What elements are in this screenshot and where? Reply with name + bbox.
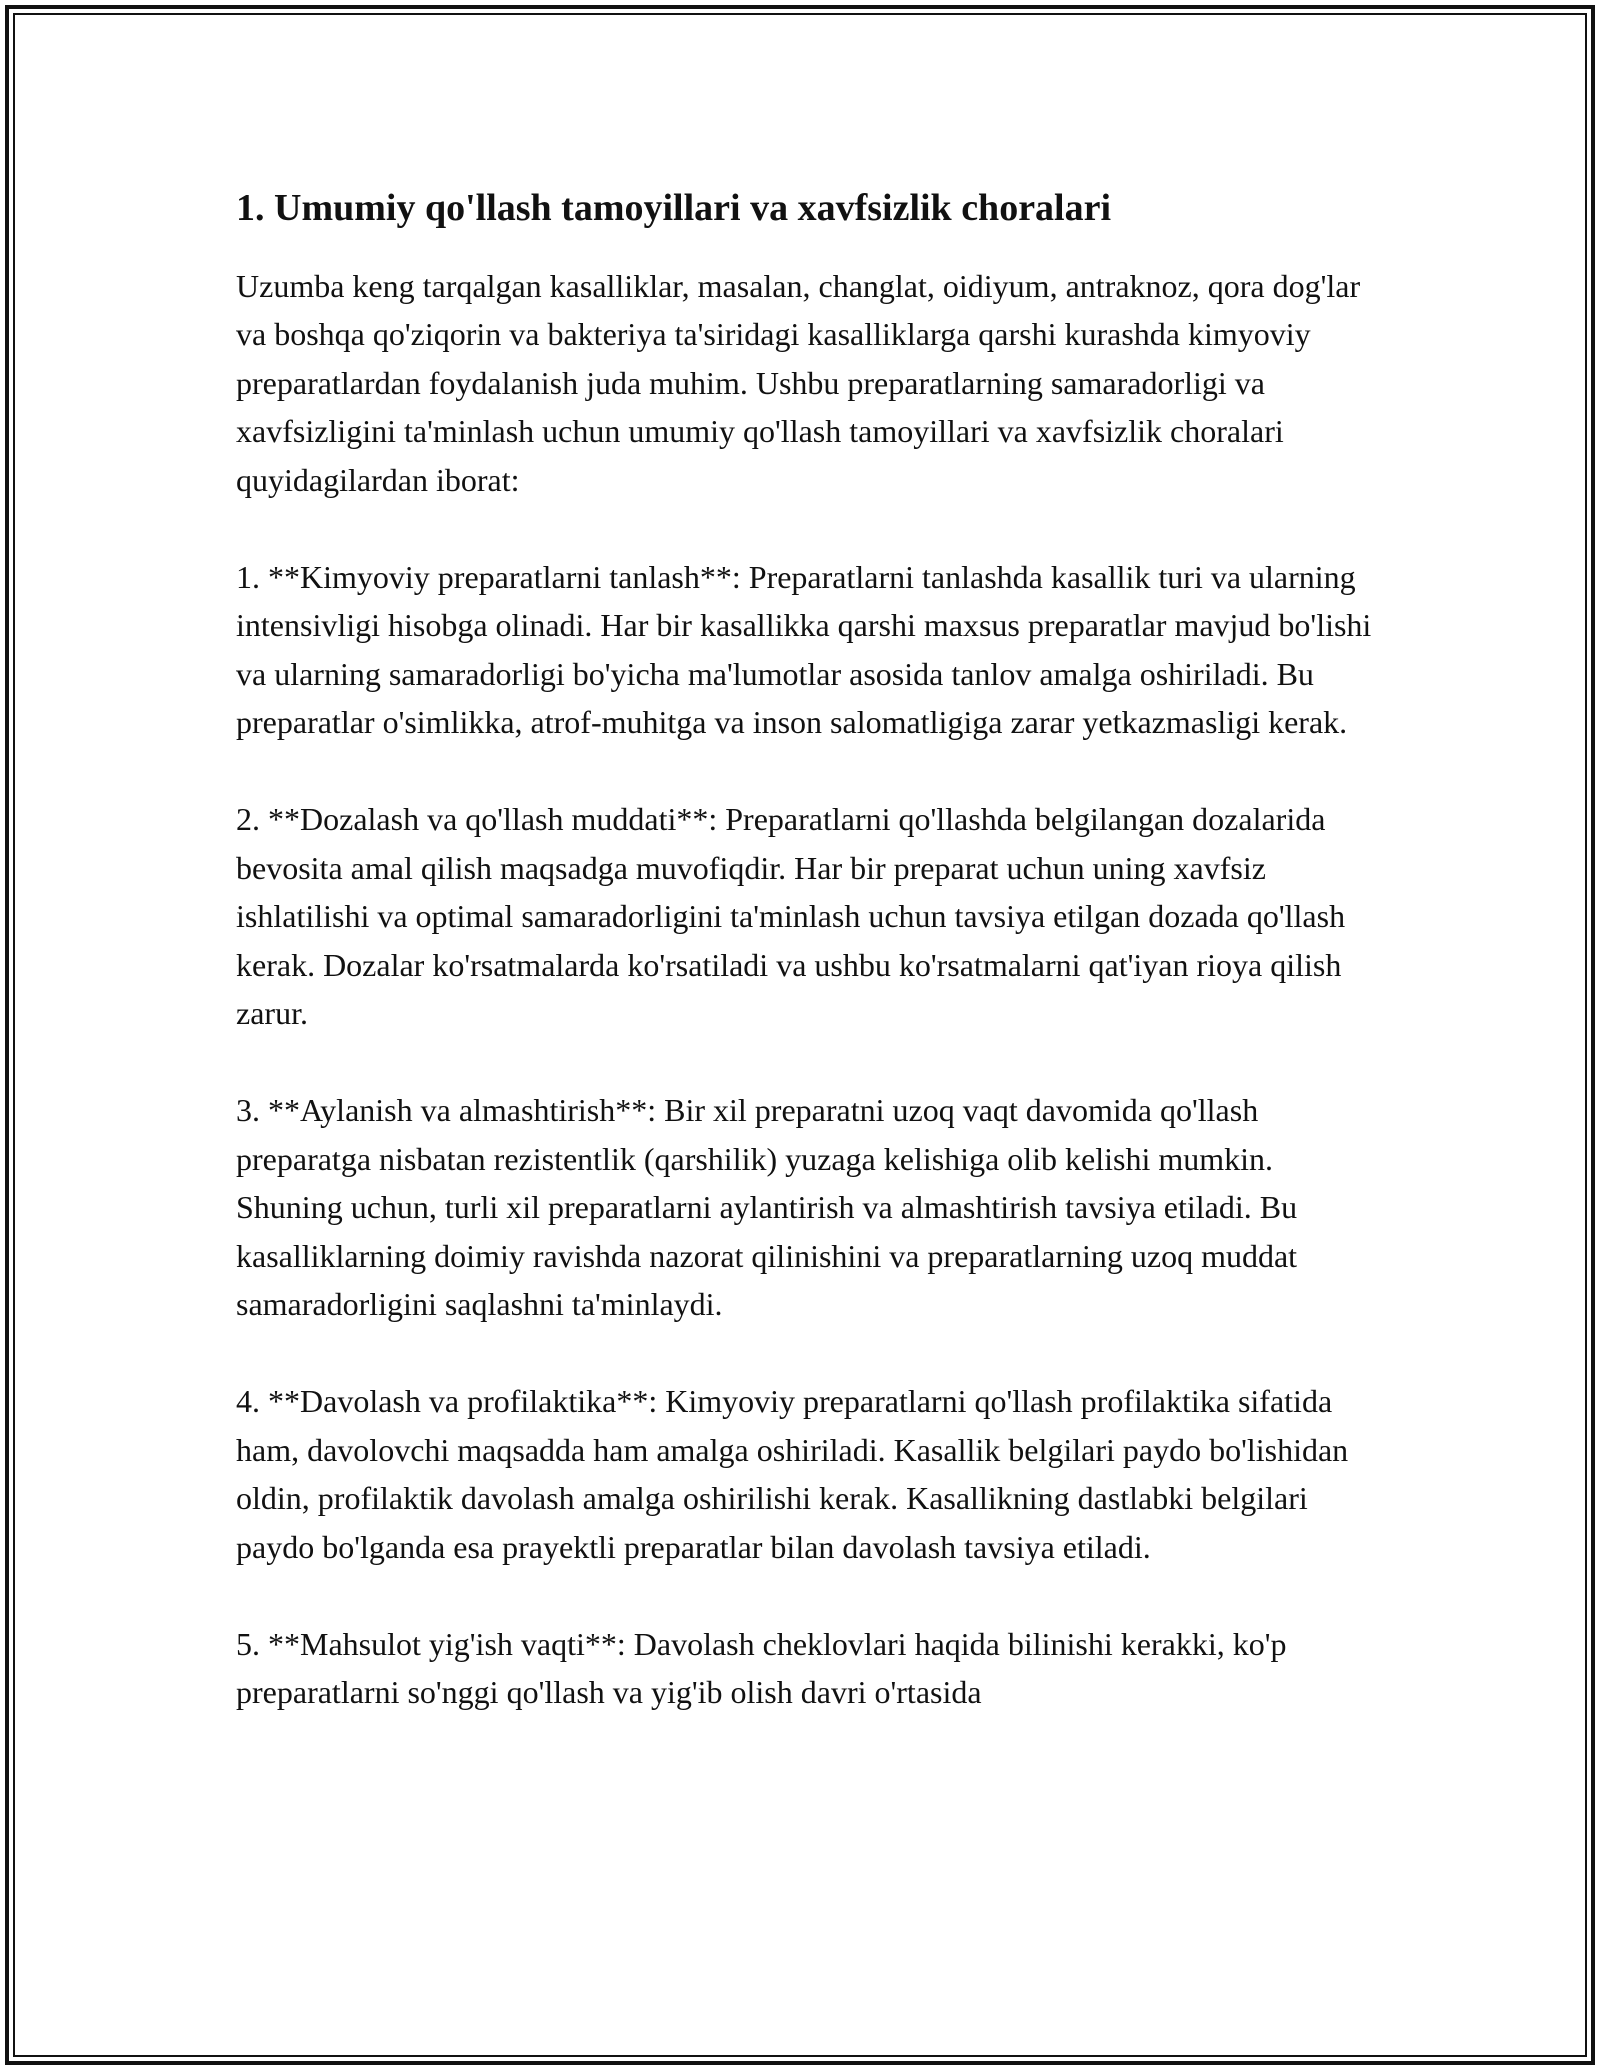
list-item-5: 5. **Mahsulot yig'ish vaqti**: Davolash cheklovlari haqida bilinishi kerakki, ko'p preparatlarni so'nggi qo'llash va yig'ib olish davri o'rtasida [236,1625,1287,1711]
intro-paragraph: Uzumba keng tarqalgan kasalliklar, masalan, changlat, oidiyum, antraknoz, qora dog'lar va boshqa qo'ziqorin va bakteriya ta'siridagi kasalliklarga qarshi kurashda kimyoviy preparatlardan foydalanish juda muhim. Ushbu preparatlarning samaradorligi va xavfsizligini ta'minlash uchun umumiy qo'llash tamoyillari va xavfsizlik choralari quyidagilardan iborat: [236,267,1361,498]
document-body [236,186,1386,1717]
list-item-3: 3. **Aylanish va almashtirish**: Bir xil preparatni uzoq vaqt davomida qo'llash preparatga nisbatan rezistentlik (qarshilik) yuzaga kelishiga olib kelishi mumkin. Shuning uchun, turli xil preparatlarni aylantirish va almashtirish tavsiya etiladi. Bu kasalliklarning doimiy ravishda nazorat qilinishini va preparatlarning uzoq muddat samaradorligini saqlashni ta'minlaydi. [236,1092,1298,1323]
list-item-2: 2. **Dozalash va qo'llash muddati**: Preparatlarni qo'llashda belgilangan dozalarida bevosita amal qilish maqsadga muvofiqdir. Har bir preparat uchun uning xavfsiz ishlatilishi va optimal samaradorligini ta'minlash uchun tavsiya etilgan dozada qo'llash kerak. Dozalar ko'rsatmalarda ko'rsatiladi va ushbu ko'rsatmalarni qat'iyan rioya qilish zarur. [236,801,1346,1032]
section-heading: 1. Umumiy qo'llash tamoyillari va xavfsizlik choralari [236,187,1112,229]
list-item-4: 4. **Davolash va profilaktika**: Kimyoviy preparatlarni qo'llash profilaktika sifatida ham, davolovchi maqsadda ham amalga oshiriladi. Kasallik belgilari paydo bo'lishidan oldin, profilaktik davolash amalga oshirilishi kerak. Kasallikning dastlabki belgilari paydo bo'lganda esa prayektli preparatlar bilan davolash tavsiya etiladi. [236,1383,1349,1565]
list-item-1: 1. **Kimyoviy preparatlarni tanlash**: Preparatlarni tanlashda kasallik turi va ularning intensivligi hisobga olinadi. Har bir kasallikka qarshi maxsus preparatlar mavjud bo'lishi va ularning samaradorligi bo'yicha ma'lumotlar asosida tanlov amalga oshiriladi. Bu preparatlar o'simlikka, atrof-muhitga va inson salomatligiga zarar yetkazmasligi kerak. [236,558,1372,741]
